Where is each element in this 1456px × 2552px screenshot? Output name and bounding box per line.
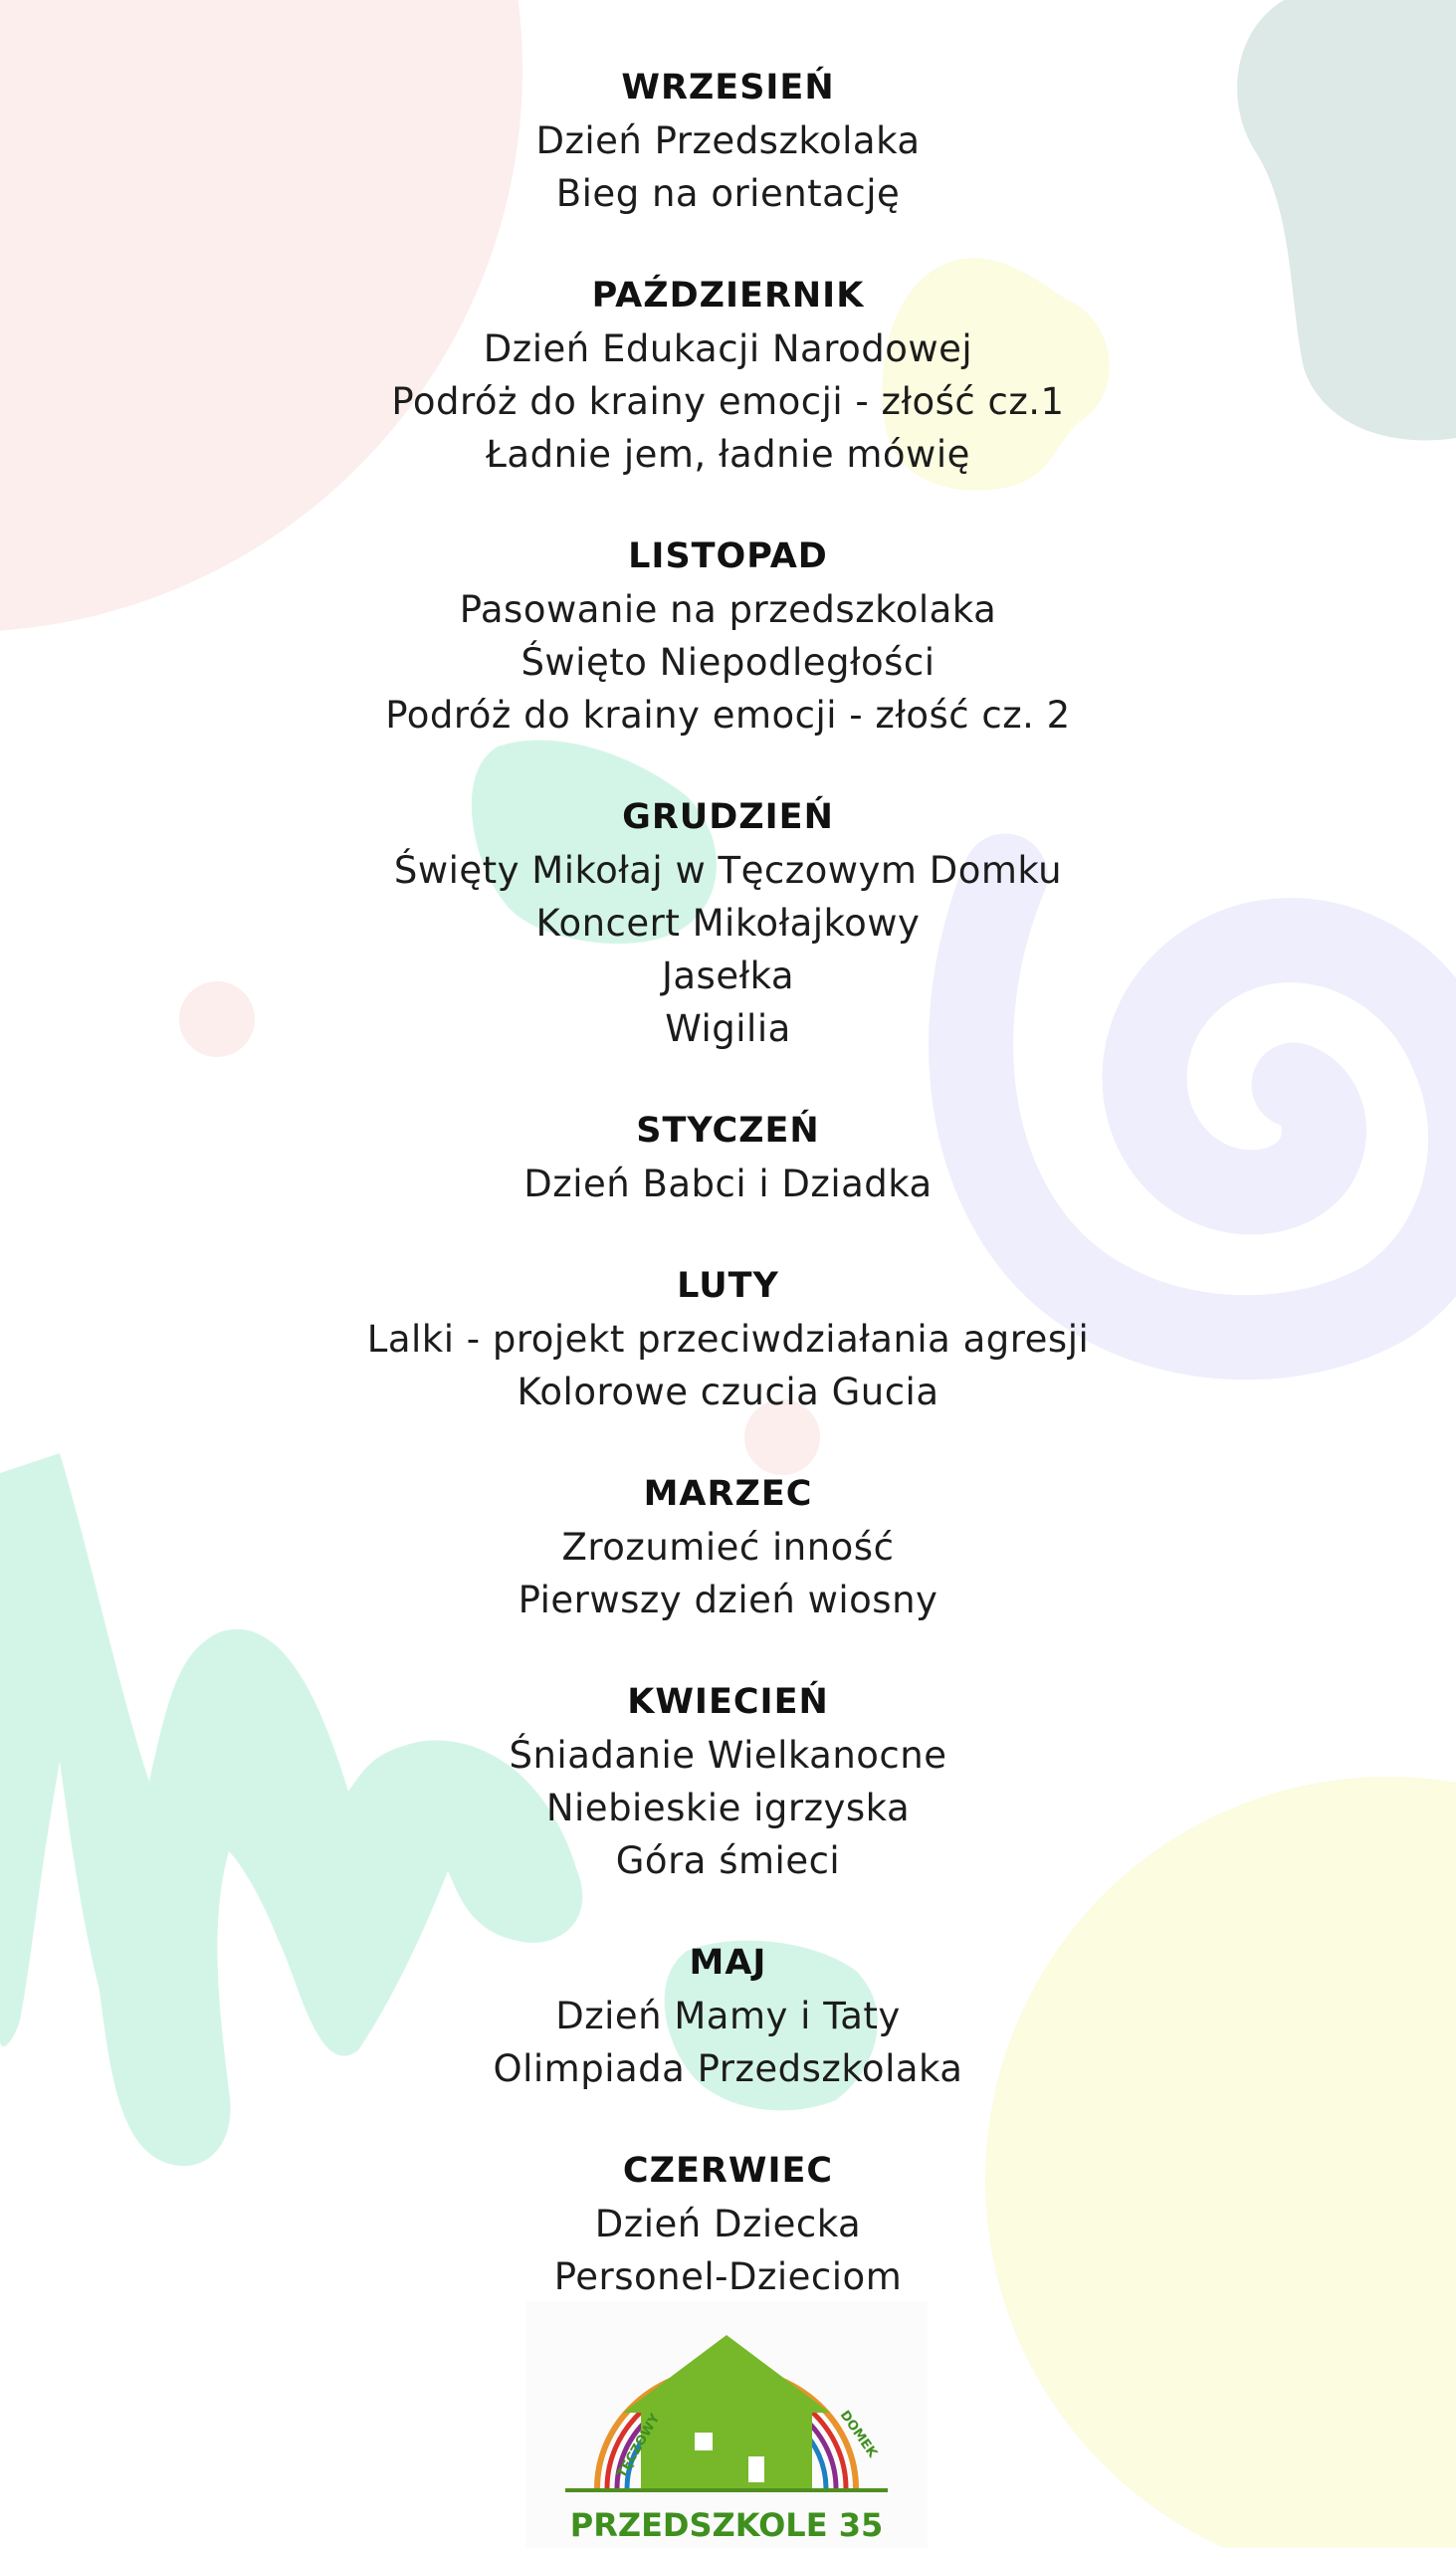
month-title: LISTOPAD: [628, 536, 828, 576]
logo-arc-right-text: DOMEK: [836, 2408, 880, 2461]
month-section: [0, 1260, 1456, 1418]
month-section: [0, 270, 1456, 481]
event-item: Kolorowe czucia Gucia: [517, 1371, 939, 1413]
event-item: Dzień Przedszkolaka: [535, 119, 921, 162]
month-section: [0, 1937, 1456, 2095]
house-door-icon: [748, 2456, 764, 2482]
event-item: Olimpiada Przedszkolaka: [493, 2047, 963, 2090]
event-item: Lalki - projekt przeciwdziałania agresji: [366, 1318, 1090, 1361]
month-section: [0, 1105, 1456, 1210]
month-title: KWIECIEŃ: [627, 1682, 829, 1722]
event-item: Wigilia: [665, 1007, 791, 1050]
month-title: MARZEC: [643, 1474, 813, 1514]
event-item: Niebieskie igrzyska: [545, 1787, 911, 1829]
event-item: Bieg na orientację: [555, 172, 901, 215]
month-section: [0, 2145, 1456, 2303]
month-title: CZERWIEC: [622, 2151, 834, 2191]
event-item: Śniadanie Wielkanocne: [509, 1734, 947, 1777]
event-item: Koncert Mikołajkowy: [535, 902, 921, 945]
month-title: WRZESIEŃ: [621, 68, 835, 107]
event-item: Dzień Dziecka: [594, 2203, 862, 2245]
event-item: Podróż do krainy emocji - złość cz. 2: [385, 694, 1071, 737]
event-item: Święto Niepodległości: [520, 641, 936, 684]
event-item: Dzień Edukacji Narodowej: [483, 327, 973, 370]
month-section: [0, 62, 1456, 220]
monthly-events-list: [0, 62, 1456, 2303]
month-title: LUTY: [677, 1266, 779, 1306]
event-item: Ładnie jem, ładnie mówię: [486, 433, 970, 476]
event-item: Jasełka: [661, 955, 795, 997]
event-item: Personel-Dzieciom: [553, 2255, 903, 2298]
kindergarten-logo: [525, 2301, 928, 2548]
month-title: STYCZEŃ: [636, 1111, 820, 1151]
month-title: MAJ: [689, 1943, 767, 1983]
month-title: GRUDZIEŃ: [622, 797, 834, 837]
month-section: [0, 1468, 1456, 1626]
logo-arc-left-text: TĘCZOWY: [614, 2411, 664, 2481]
event-item: Pasowanie na przedszkolaka: [459, 588, 997, 631]
month-section: [0, 531, 1456, 742]
month-section: [0, 1676, 1456, 1887]
event-item: Święty Mikołaj w Tęczowym Domku: [393, 849, 1063, 892]
event-item: Pierwszy dzień wiosny: [518, 1579, 938, 1621]
logo-ground-line: [565, 2488, 888, 2492]
house-window-icon: [695, 2433, 713, 2450]
event-item: Podróż do krainy emocji - złość cz.1: [391, 380, 1065, 423]
event-item: Zrozumieć inność: [561, 1526, 895, 1569]
event-item: Góra śmieci: [615, 1839, 841, 1882]
event-item: Dzień Mamy i Taty: [555, 1995, 901, 2037]
month-title: PAŹDZIERNIK: [591, 276, 865, 316]
event-item: Dzień Babci i Dziadka: [523, 1163, 933, 1205]
logo-name-text: PRZEDSZKOLE 35: [569, 2506, 884, 2544]
month-section: [0, 791, 1456, 1055]
